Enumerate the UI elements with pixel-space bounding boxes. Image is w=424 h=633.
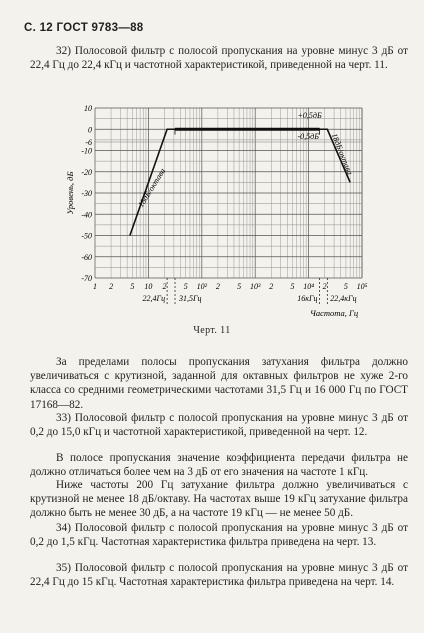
x-tick-label: 5 [183, 282, 188, 291]
x-tick-label: 5 [290, 282, 295, 291]
marker-16khz-label: 16кГц [297, 294, 318, 303]
y-tick-label: 0 [88, 125, 92, 135]
y-tick-label: -6 [85, 138, 92, 147]
frequency-response-chart [40, 100, 380, 322]
marker-22-4hz-label: 22,4Гц [142, 294, 166, 303]
paragraph-passband-text: В полосе пропускания значение коэффициента передачи фильтра не должно отличаться более чем на 3 дБ от его значения на частоте 1 кГц. [30, 452, 408, 479]
x-tick-label: 10⁵ [356, 282, 368, 291]
x-tick-label: 2 [215, 282, 220, 291]
x-tick-label: 10² [196, 282, 208, 291]
x-axis-label: Частота, Гц [310, 308, 359, 318]
x-tick-label: 10⁴ [303, 282, 314, 291]
marker-22-4khz-label: 22,4кГц [330, 294, 357, 303]
chart-ticks [65, 104, 368, 291]
left-slope-label: -18дБ/октава [134, 166, 168, 212]
x-tick-label: 5 [343, 282, 348, 291]
x-tick-label: 5 [237, 282, 242, 291]
page-header: С. 12 ГОСТ 9783—88 [24, 22, 144, 34]
y-tick-label: -70 [81, 274, 92, 283]
lower-tolerance-label: -0,5дБ [297, 132, 319, 142]
x-tick-label: 2 [109, 282, 114, 291]
y-tick-label: -30 [81, 189, 92, 198]
x-tick-label: 1 [93, 282, 97, 291]
figure-caption: Черт. 11 [193, 325, 231, 336]
x-tick-label: 2 [269, 282, 274, 291]
x-tick-label: 2 [162, 282, 167, 291]
x-tick-label: 10 [144, 282, 153, 291]
paragraph-outside-band-text: За пределами полосы пропускания затухания фильтра должно увеличиваться с крутизной, заданной для октавных фильтров не хуже 2-го класса со средними геометрическими частотами 31,5 Гц и 16 000 Гц по ГОСТ 17168—82. [30, 356, 408, 411]
paragraph-35 [30, 561, 408, 589]
y-tick-label: 10 [84, 104, 92, 113]
y-tick-label: -50 [81, 231, 92, 241]
paragraph-below-200 [30, 478, 408, 521]
paragraph-outside-band [30, 355, 408, 412]
upper-tolerance-label: +0,5дБ [297, 111, 322, 121]
paragraph-passband [30, 451, 408, 479]
paragraph-32-text: 32) Полосовой фильтр с полосой пропускания на уровне минус 3 дБ от 22,4 Гц до 22,4 кГц и частотной характеристикой, приведенной на черт. 11. [30, 45, 408, 72]
paragraph-below-200-text: Ниже частоты 200 Гц затухание фильтра должно увеличиваться с крутизной не менее 18 дБ/октаву. На частотах выше 19 кГц затухание фильтра должно быть не менее 30 дБ, а на частоте 19 кГц — не менее 50 дБ. [30, 479, 408, 520]
paragraph-35-text: 35) Полосовой фильтр с полосой пропускания на уровне минус 3 дБ от 22,4 Гц до 15 кГц. Частотная характеристика фильтра приведена на черт. 14. [30, 562, 408, 589]
y-tick-label: -60 [81, 252, 92, 262]
y-tick-label: -40 [81, 210, 92, 220]
y-tick-label: -20 [81, 167, 92, 177]
chart-grid [95, 108, 362, 278]
y-axis-label: Уровень, дБ [65, 171, 75, 215]
marker-31-5hz-label: 31,5Гц [179, 294, 202, 303]
right-slope-label: 18дБ/октава [329, 131, 355, 177]
x-tick-label: 5 [130, 282, 135, 291]
chart-curves [130, 128, 350, 235]
paragraph-33 [30, 411, 408, 439]
y-tick-label: -10 [81, 146, 92, 156]
paragraph-34 [30, 521, 408, 549]
x-tick-label: 10³ [249, 282, 261, 291]
paragraph-32 [30, 44, 408, 72]
x-tick-label: 2 [322, 282, 327, 291]
paragraph-34-text: 34) Полосовой фильтр с полосой пропускания на уровне минус 3 дБ от 0,2 до 1,5 кГц. Частотная характеристика фильтра приведена на черт. 13. [30, 522, 408, 549]
paragraph-33-text: 33) Полосовой фильтр с полосой пропускания на уровне минус 3 дБ от 0,2 до 15,0 кГц и частотной характеристикой, приведенной на черт. 12. [30, 412, 408, 439]
